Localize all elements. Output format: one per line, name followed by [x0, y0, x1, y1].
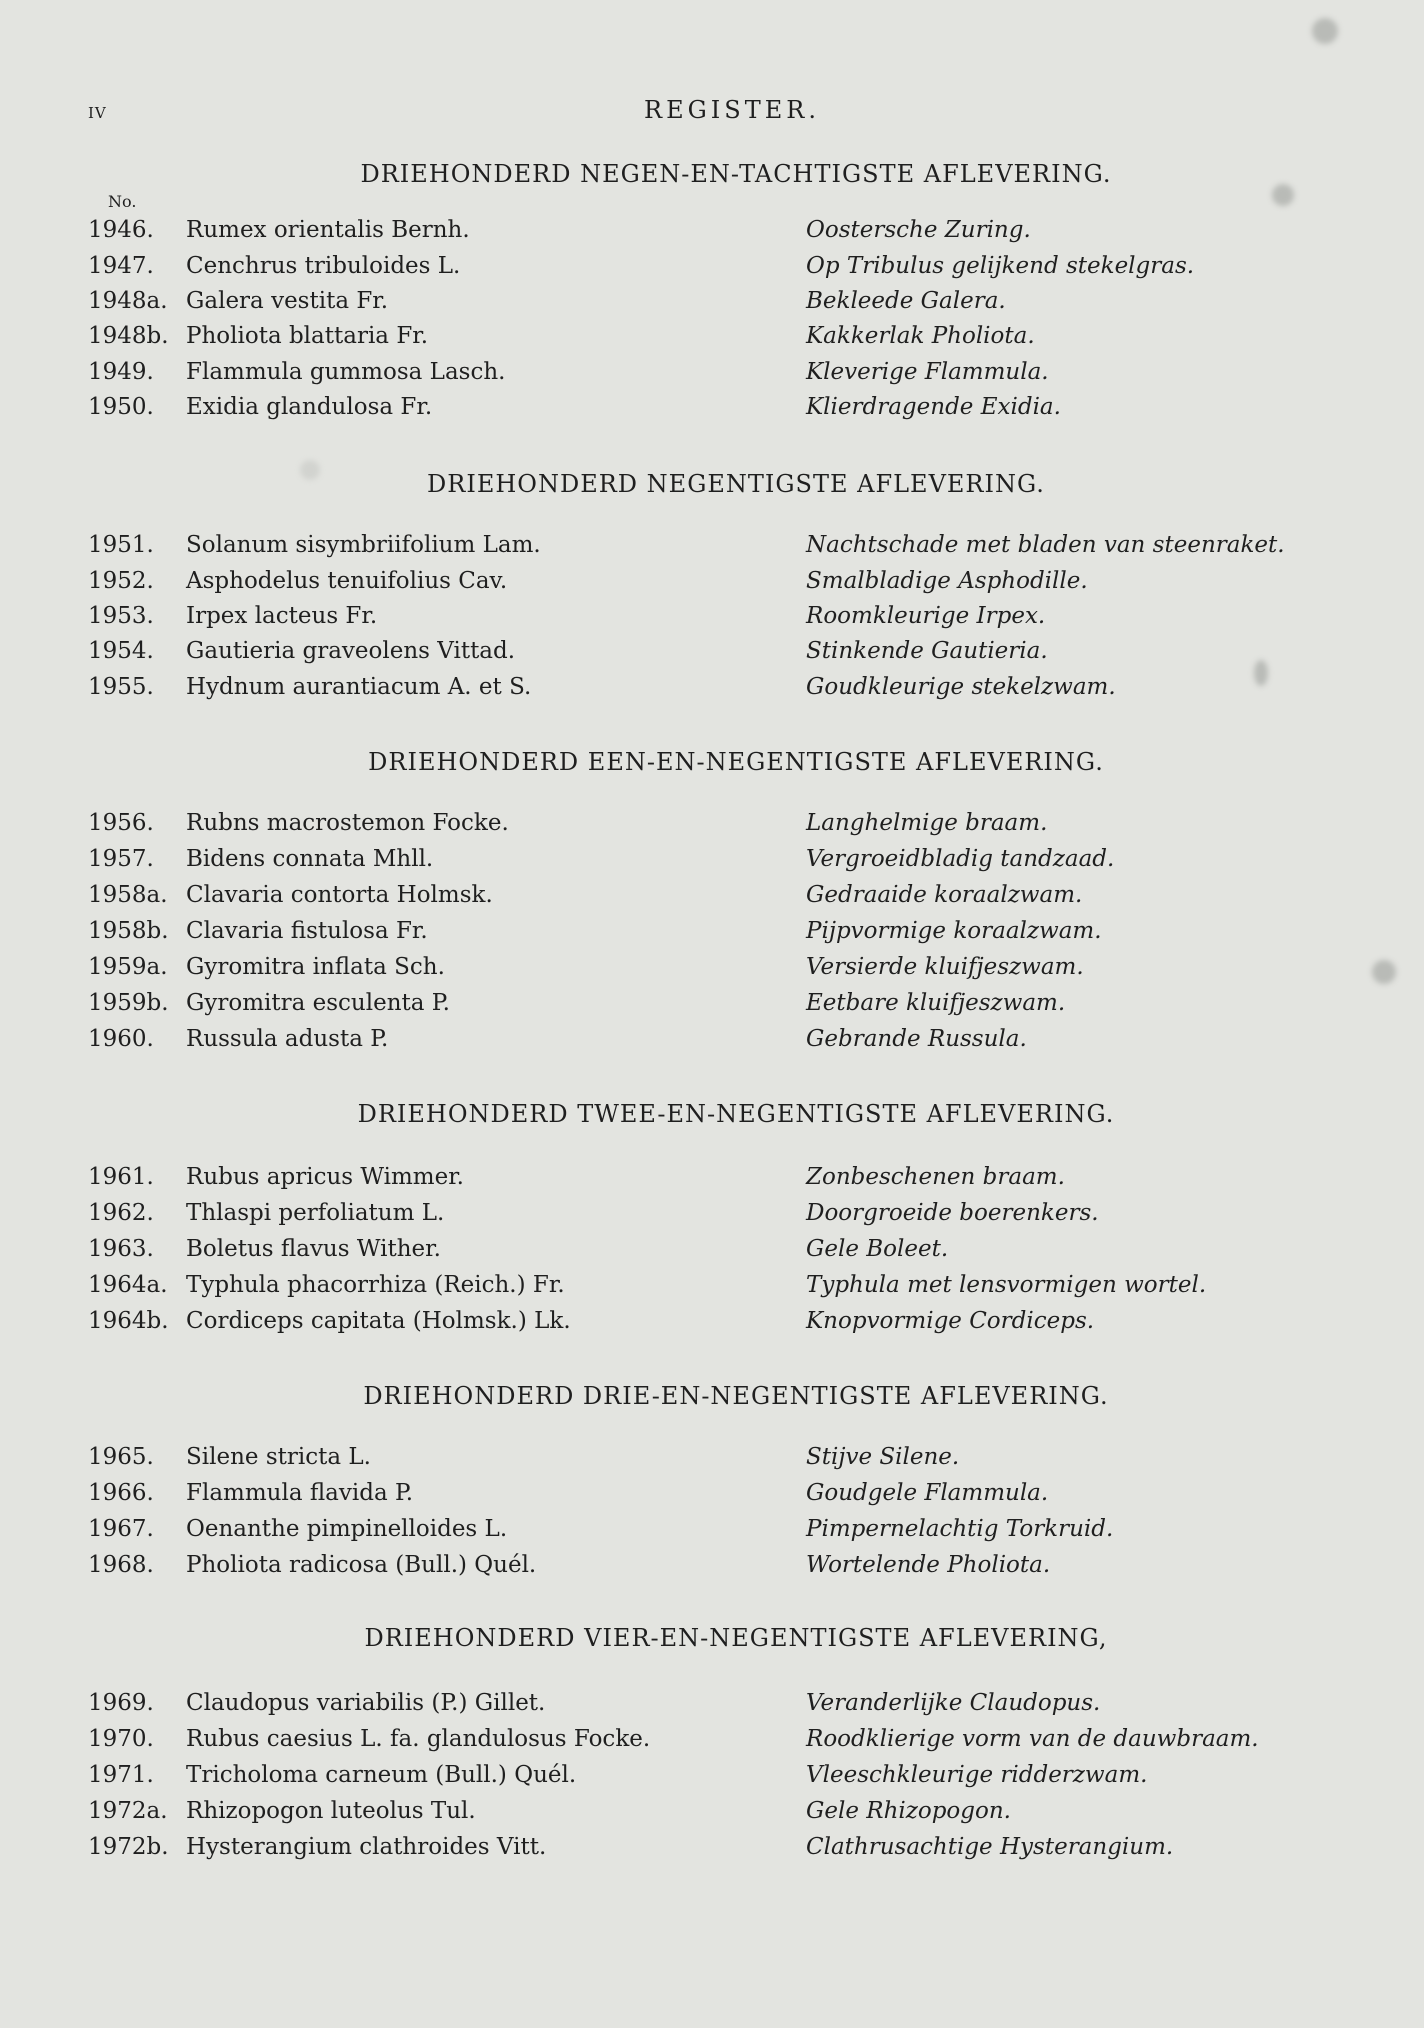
register-entry	[0, 1834, 1424, 1868]
number-column-label: No.	[108, 192, 137, 211]
entry-latin-name: Hysterangium clathroides Vitt.	[186, 1834, 547, 1860]
register-entry	[0, 1516, 1424, 1550]
entry-dutch-name: Vergroeidbladig tandzaad.	[806, 846, 1115, 872]
entry-latin-name: Hydnum aurantiacum A. et S.	[186, 674, 532, 700]
entry-number: 1947.	[88, 253, 154, 279]
register-entry	[0, 918, 1424, 952]
entry-number: 1953.	[88, 603, 154, 629]
entry-latin-name: Gyromitra esculenta P.	[186, 990, 450, 1016]
entry-dutch-name: Typhula met lensvormigen wortel.	[806, 1272, 1207, 1298]
entry-latin-name: Exidia glandulosa Fr.	[186, 394, 433, 420]
entry-latin-name: Gyromitra inflata Sch.	[186, 954, 445, 980]
entry-dutch-name: Wortelende Pholiota.	[806, 1552, 1051, 1578]
page-number: IV	[88, 104, 107, 122]
register-entry	[0, 1236, 1424, 1270]
entry-number: 1956.	[88, 810, 154, 836]
register-entry	[0, 1444, 1424, 1478]
entry-number: 1959a.	[88, 954, 168, 980]
entry-dutch-name: Pimpernelachtig Torkruid.	[806, 1516, 1114, 1542]
entry-number: 1970.	[88, 1726, 154, 1752]
entry-latin-name: Solanum sisymbriifolium Lam.	[186, 532, 541, 558]
register-entry	[0, 394, 1424, 428]
register-entry	[0, 1308, 1424, 1342]
entry-dutch-name: Goudgele Flammula.	[806, 1480, 1049, 1506]
entry-dutch-name: Stijve Silene.	[806, 1444, 960, 1470]
entry-number: 1968.	[88, 1552, 154, 1578]
entry-number: 1969.	[88, 1690, 154, 1716]
entry-latin-name: Galera vestita Fr.	[186, 288, 389, 314]
register-entry	[0, 1480, 1424, 1514]
entry-number: 1958a.	[88, 882, 168, 908]
register-entry	[0, 1552, 1424, 1586]
register-entry	[0, 990, 1424, 1024]
entry-dutch-name: Kakkerlak Pholiota.	[806, 323, 1035, 349]
entry-number: 1954.	[88, 638, 154, 664]
entry-dutch-name: Kleverige Flammula.	[806, 359, 1049, 385]
entry-latin-name: Rubus caesius L. fa. glandulosus Focke.	[186, 1726, 651, 1752]
entry-latin-name: Boletus flavus Wither.	[186, 1236, 441, 1262]
section-title: DRIEHONDERD EEN-EN-NEGENTIGSTE AFLEVERING.	[368, 748, 1104, 776]
register-entry	[0, 288, 1424, 322]
entry-number: 1972a.	[88, 1798, 168, 1824]
entry-latin-name: Clavaria contorta Holmsk.	[186, 882, 493, 908]
entry-number: 1966.	[88, 1480, 154, 1506]
register-entry	[0, 846, 1424, 880]
entry-dutch-name: Gedraaide koraalzwam.	[806, 882, 1083, 908]
register-entry	[0, 810, 1424, 844]
entry-latin-name: Bidens connata Mhll.	[186, 846, 434, 872]
entry-latin-name: Flammula flavida P.	[186, 1480, 414, 1506]
entry-number: 1950.	[88, 394, 154, 420]
section-title: DRIEHONDERD TWEE-EN-NEGENTIGSTE AFLEVERING.	[357, 1100, 1115, 1128]
register-entry	[0, 603, 1424, 637]
entry-latin-name: Rubus apricus Wimmer.	[186, 1164, 464, 1190]
entry-dutch-name: Clathrusachtige Hysterangium.	[806, 1834, 1174, 1860]
entry-number: 1972b.	[88, 1834, 169, 1860]
entry-dutch-name: Doorgroeide boerenkers.	[806, 1200, 1099, 1226]
entry-number: 1946.	[88, 217, 154, 243]
entry-number: 1948a.	[88, 288, 168, 314]
entry-dutch-name: Roomkleurige Irpex.	[806, 603, 1046, 629]
entry-number: 1960.	[88, 1026, 154, 1052]
entry-latin-name: Russula adusta P.	[186, 1026, 389, 1052]
entry-latin-name: Asphodelus tenuifolius Cav.	[186, 568, 508, 594]
section-title: DRIEHONDERD VIER-EN-NEGENTIGSTE AFLEVERING,	[364, 1624, 1108, 1652]
register-entry	[0, 217, 1424, 251]
entry-dutch-name: Oostersche Zuring.	[806, 217, 1031, 243]
entry-latin-name: Claudopus variabilis (P.) Gillet.	[186, 1690, 546, 1716]
entry-dutch-name: Op Tribulus gelijkend stekelgras.	[806, 253, 1195, 279]
entry-number: 1965.	[88, 1444, 154, 1470]
register-entry	[0, 1690, 1424, 1724]
entry-dutch-name: Gele Rhizopogon.	[806, 1798, 1011, 1824]
entry-dutch-name: Eetbare kluifjeszwam.	[806, 990, 1066, 1016]
entry-latin-name: Pholiota radicosa (Bull.) Quél.	[186, 1552, 537, 1578]
entry-dutch-name: Zonbeschenen braam.	[806, 1164, 1065, 1190]
section-title: DRIEHONDERD NEGEN-EN-TACHTIGSTE AFLEVERING.	[360, 160, 1112, 188]
entry-dutch-name: Versierde kluifjeszwam.	[806, 954, 1084, 980]
entry-dutch-name: Roodklierige vorm van de dauwbraam.	[806, 1726, 1259, 1752]
running-head: REGISTER.	[644, 96, 820, 124]
entry-number: 1957.	[88, 846, 154, 872]
entry-dutch-name: Nachtschade met bladen van steenraket.	[806, 532, 1285, 558]
register-entry	[0, 1164, 1424, 1198]
entry-dutch-name: Veranderlijke Claudopus.	[806, 1690, 1101, 1716]
entry-dutch-name: Gele Boleet.	[806, 1236, 949, 1262]
register-entry	[0, 359, 1424, 393]
register-entry	[0, 1762, 1424, 1796]
entry-latin-name: Silene stricta L.	[186, 1444, 371, 1470]
register-entry	[0, 1026, 1424, 1060]
register-entry	[0, 1200, 1424, 1234]
entry-number: 1961.	[88, 1164, 154, 1190]
entry-number: 1964b.	[88, 1308, 169, 1334]
entry-number: 1952.	[88, 568, 154, 594]
section-title: DRIEHONDERD NEGENTIGSTE AFLEVERING.	[427, 470, 1045, 498]
entry-number: 1949.	[88, 359, 154, 385]
section-title: DRIEHONDERD DRIE-EN-NEGENTIGSTE AFLEVERING.	[363, 1382, 1109, 1410]
entry-dutch-name: Bekleede Galera.	[806, 288, 1006, 314]
entry-latin-name: Gautieria graveolens Vittad.	[186, 638, 516, 664]
entry-latin-name: Oenanthe pimpinelloides L.	[186, 1516, 508, 1542]
entry-latin-name: Rubns macrostemon Focke.	[186, 810, 509, 836]
entry-dutch-name: Gebrande Russula.	[806, 1026, 1027, 1052]
register-entry	[0, 638, 1424, 672]
register-entry	[0, 568, 1424, 602]
entry-latin-name: Cordiceps capitata (Holmsk.) Lk.	[186, 1308, 571, 1334]
entry-dutch-name: Vleeschkleurige ridderzwam.	[806, 1762, 1148, 1788]
entry-dutch-name: Pijpvormige koraalzwam.	[806, 918, 1102, 944]
entry-number: 1964a.	[88, 1272, 168, 1298]
register-entry	[0, 1726, 1424, 1760]
entry-latin-name: Tricholoma carneum (Bull.) Quél.	[186, 1762, 577, 1788]
entry-dutch-name: Goudkleurige stekelzwam.	[806, 674, 1116, 700]
entry-latin-name: Clavaria fistulosa Fr.	[186, 918, 428, 944]
entry-dutch-name: Knopvormige Cordiceps.	[806, 1308, 1095, 1334]
entry-number: 1948b.	[88, 323, 169, 349]
entry-number: 1967.	[88, 1516, 154, 1542]
register-entry	[0, 1272, 1424, 1306]
entry-latin-name: Rumex orientalis Bernh.	[186, 217, 470, 243]
entry-number: 1971.	[88, 1762, 154, 1788]
entry-latin-name: Irpex lacteus Fr.	[186, 603, 378, 629]
entry-latin-name: Typhula phacorrhiza (Reich.) Fr.	[186, 1272, 565, 1298]
paper-speck	[1312, 18, 1338, 44]
register-entry	[0, 882, 1424, 916]
entry-latin-name: Flammula gummosa Lasch.	[186, 359, 506, 385]
entry-latin-name: Pholiota blattaria Fr.	[186, 323, 429, 349]
entry-latin-name: Cenchrus tribuloides L.	[186, 253, 461, 279]
entry-number: 1962.	[88, 1200, 154, 1226]
entry-number: 1959b.	[88, 990, 169, 1016]
entry-dutch-name: Langhelmige braam.	[806, 810, 1048, 836]
entry-number: 1951.	[88, 532, 154, 558]
register-entry	[0, 1798, 1424, 1832]
entry-dutch-name: Stinkende Gautieria.	[806, 638, 1048, 664]
entry-number: 1963.	[88, 1236, 154, 1262]
register-entry	[0, 532, 1424, 566]
register-entry	[0, 954, 1424, 988]
entry-dutch-name: Smalbladige Asphodille.	[806, 568, 1088, 594]
register-entry	[0, 253, 1424, 287]
entry-latin-name: Thlaspi perfoliatum L.	[186, 1200, 445, 1226]
entry-latin-name: Rhizopogon luteolus Tul.	[186, 1798, 476, 1824]
entry-dutch-name: Klierdragende Exidia.	[806, 394, 1061, 420]
register-entry	[0, 323, 1424, 357]
register-entry	[0, 674, 1424, 708]
entry-number: 1958b.	[88, 918, 169, 944]
entry-number: 1955.	[88, 674, 154, 700]
